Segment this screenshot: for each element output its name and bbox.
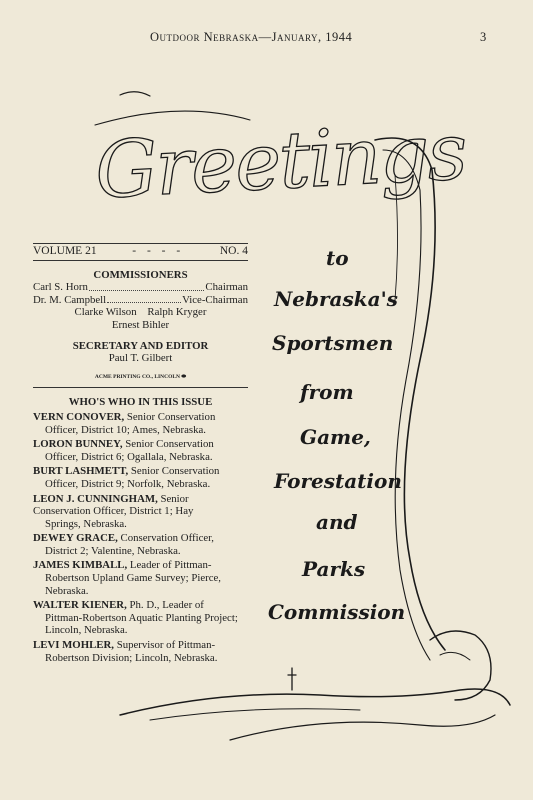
entry-title: Conservation Officer, <box>117 532 215 545</box>
whos-who-entry <box>33 493 248 531</box>
entry-details: Officer, District 9; Norfolk, Nebraska. <box>45 477 211 490</box>
dedication-line: Sportsmen <box>272 331 394 355</box>
whos-who-entry <box>33 599 248 637</box>
entry-name: LEON J. CUNNINGHAM, <box>33 492 158 505</box>
entry-details: Robertson Upland Game Survey; Pierce, Nebraska. <box>45 572 222 597</box>
entry-name: VERN CONOVER, <box>33 410 125 423</box>
commissioners-heading: COMMISSIONERS <box>93 268 188 281</box>
secretary-name: Paul T. Gilbert <box>108 352 173 365</box>
entry-name: LORON BUNNEY, <box>33 438 123 451</box>
vice-chairman-name: Dr. M. Campbell <box>33 293 107 306</box>
secretary-heading: SECRETARY AND EDITOR <box>72 339 209 352</box>
entry-details: Officer, District 6; Ogallala, Nebraska. <box>45 450 213 463</box>
dedication-line: Game, <box>300 425 371 449</box>
whos-who-entry <box>33 639 248 664</box>
vice-chairman-role: Vice-Chairman <box>182 293 248 306</box>
masthead-column <box>33 243 248 664</box>
entry-details: District 2; Valentine, Nebraska. <box>45 544 181 557</box>
chairman-row <box>33 281 248 294</box>
whos-who-entry <box>33 465 248 490</box>
printer-logo-icon: ⬬ <box>181 373 187 380</box>
whos-who-entry <box>33 559 248 597</box>
entry-details: Robertson Division; Lincoln, Nebraska. <box>45 651 218 664</box>
dedication-line: and <box>316 510 358 534</box>
entry-title: Senior Conservation <box>122 438 214 451</box>
entry-details: Springs, Nebraska. <box>45 517 127 530</box>
entry-name: WALTER KIENER, <box>33 599 127 612</box>
entry-title: Supervisor of Pittman- <box>114 639 216 652</box>
chairman-role: Chairman <box>205 281 248 294</box>
page-number: 3 <box>480 30 487 44</box>
whos-who-entry <box>33 438 248 463</box>
dedication-line: Nebraska's <box>274 287 398 311</box>
dot-leader <box>107 294 181 304</box>
entry-title: Senior Conservation <box>124 410 216 423</box>
dedication-line: from <box>300 380 354 404</box>
members-line-1: Clarke Wilson Ralph Kryger <box>74 306 207 319</box>
entry-name: DEWEY GRACE, <box>33 532 118 545</box>
whos-who-list <box>33 411 248 664</box>
printer-imprint-text: ACME PRINTING CO., LINCOLN <box>94 373 181 380</box>
entry-title: Leader of Pittman- <box>127 559 212 572</box>
volume-line <box>33 243 248 261</box>
dedication-line: Forestation <box>274 469 402 493</box>
whos-who-heading: WHO'S WHO IN THIS ISSUE <box>68 396 213 409</box>
entry-name: LEVI MOHLER, <box>33 639 114 652</box>
dedication-line: Commission <box>268 600 406 624</box>
greetings-title: Greetings <box>93 107 468 217</box>
printer-imprint <box>33 371 248 389</box>
entry-title: Senior Conservation Officer, District 1; Hay <box>33 492 194 518</box>
dot-leader <box>89 281 205 291</box>
entry-name: JAMES KIMBALL, <box>33 559 128 572</box>
issue-number: NO. 4 <box>219 245 248 257</box>
volume-label: VOLUME 21 <box>33 245 97 257</box>
entry-title: Senior Conservation <box>128 465 220 478</box>
vice-chairman-row <box>33 294 248 307</box>
entry-title: Ph. D., Leader of <box>126 599 204 612</box>
dedication-line: to <box>326 246 349 270</box>
entry-details: Pittman-Robertson Aquatic Planting Project; Lincoln, Nebraska. <box>45 611 238 637</box>
running-header: Outdoor Nebraska—January, 1944 <box>150 30 353 44</box>
entry-name: BURT LASHMETT, <box>33 465 129 478</box>
entry-details: Officer, District 10; Ames, Nebraska. <box>45 423 206 436</box>
whos-who-entry <box>33 411 248 436</box>
dedication-line: Parks <box>302 557 366 581</box>
volume-dots: - - - - <box>132 245 185 257</box>
whos-who-entry <box>33 532 248 557</box>
chairman-name: Carl S. Horn <box>33 281 88 294</box>
members-line-2: Ernest Bihler <box>111 318 170 331</box>
